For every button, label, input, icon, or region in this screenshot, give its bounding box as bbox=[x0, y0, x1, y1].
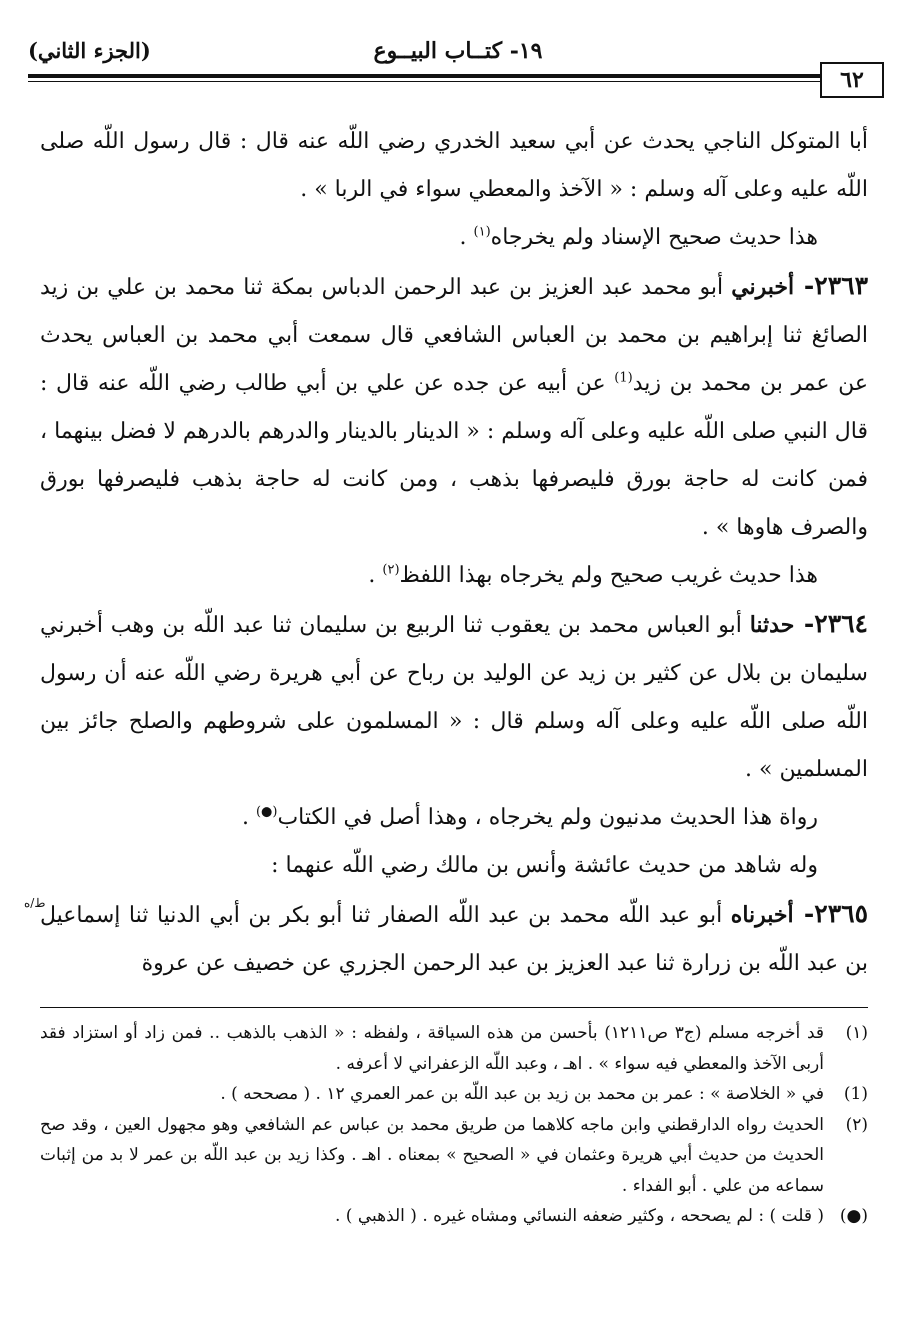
hadith-text: أبو عبد اللّه محمد بن عبد اللّه الصفار ثنا أبو بكر بن أبي الدنيا ثنا إسماعيل بن عبد اللّه بن زرارة ثنا عبد العزيز بن عبد الرحمن الجزري عن خصيف عن عروة bbox=[40, 903, 868, 976]
hadith-text: أبو العباس محمد بن يعقوب ثنا الربيع بن سليمان ثنا عبد اللّه بن وهب أخبرني سليمان بن بلال عن كثير بن زيد عن الوليد بن رباح عن أبي هريرة رضي اللّه عنه أن رسول اللّه صلى اللّه عليه وعلى آله وسلم قال : « المسلمون على شروطهم والصلح جائز بين المسلمين » . bbox=[40, 613, 868, 782]
note-end: . bbox=[459, 225, 474, 250]
footnote bbox=[40, 1110, 868, 1202]
main-text bbox=[40, 118, 868, 988]
hadith-lead-word: أخبرني bbox=[731, 274, 795, 300]
header-rule-thin bbox=[28, 81, 820, 82]
note-end: . bbox=[368, 563, 383, 588]
footnote-separator bbox=[40, 1007, 868, 1008]
grading-note bbox=[40, 794, 868, 842]
footnote-mark: (١) bbox=[845, 1023, 868, 1043]
page-header bbox=[28, 38, 888, 70]
hadith-number: ٢٣٦٥ bbox=[814, 899, 868, 928]
header-rule-thick bbox=[28, 74, 820, 78]
footnote-mark: (٢) bbox=[845, 1114, 868, 1135]
note-end: . bbox=[241, 805, 256, 830]
footnote-text: قد أخرجه مسلم (ج٣ ص١٢١١) بأحسن من هذه السياقة ، ولفظه : « الذهب بالذهب .. فمن زاد أو استزاد فقد أربى الآخذ والمعطي فيه سواء » . اهـ ، وعبد اللّه الزعفراني لا أعرفه . bbox=[40, 1023, 824, 1074]
footnotes bbox=[40, 1018, 868, 1232]
text-line: اللّه عليه وعلى آله وسلم : « الآخذ والمعطي سواء في الربا » . bbox=[300, 177, 868, 202]
part-label: (الجزء الثاني) bbox=[28, 38, 151, 63]
footnote bbox=[40, 1079, 868, 1110]
hadith-lead-word: حدثنا bbox=[749, 612, 795, 638]
footnote-ref: (١) bbox=[473, 224, 491, 240]
footnote-ref: (●) bbox=[255, 804, 278, 820]
page-number: ٦٢ bbox=[820, 62, 884, 98]
footnote-text: ( قلت ) : لم يصححه ، وكثير ضعفه النسائي ومشاه غيره . ( الذهبي ) . bbox=[334, 1206, 824, 1226]
grading-note bbox=[40, 214, 868, 262]
footnote-ref: (٢) bbox=[382, 562, 400, 578]
footnote-mark: (●) bbox=[839, 1206, 868, 1226]
footnote-text: في « الخلاصة » : عمر بن محمد بن زيد بن عبد اللّه بن عمر العمري ١٢ . ( مصححه ) . bbox=[220, 1084, 824, 1104]
hadith-text: عن أبيه عن جده عن علي بن أبي طالب رضي اللّه عنه قال : قال النبي صلى اللّه عليه وعلى آله وسلم : « الدينار بالدينار والدرهم بالدرهم لا فضل بينهما ، فمن كانت له حاجة بورق فليصرفها بذهب ، ومن كانت له حاجة بذهب فليصرفها بورق والصرف هاوها » . bbox=[40, 371, 868, 540]
hadith-2365: ٢٣٦٥- أخبرناه أبو عبد اللّه محمد بن عبد اللّه الصفار ثنا أبو بكر بن أبي الدنيا ثنا إسماعيل بن عبد اللّه بن زرارة ثنا عبد العزيز بن عبد الرحمن الجزري عن خصيف عن عروة bbox=[40, 899, 868, 976]
chapter-title: ١٩- كتــاب البيــوع bbox=[373, 38, 543, 64]
footnote bbox=[40, 1018, 868, 1079]
note-text: هذا حديث غريب صحيح ولم يخرجاه بهذا اللفظ bbox=[399, 563, 818, 588]
margin-mark: ط/ه bbox=[24, 896, 46, 910]
hadith-2363: ٢٣٦٣- أخبرني أبو محمد عبد العزيز بن عبد الرحمن الدباس بمكة ثنا محمد بن علي بن زيد الصائغ ثنا إبراهيم بن محمد بن العباس الشافعي قال سمعت أبي محمد بن العباس يحدث عن عمر بن محمد بن زيد$^{(1)}$ عن أبيه عن جده عن علي بن أبي طالب رضي اللّه عنه قال : قال النبي صلى اللّه عليه وعلى آله وسلم : « الدينار بالدينار والدرهم بالدرهم لا فضل بينهما ، فمن كانت له حاجة بورق فليصرفها بذهب ، ومن كانت له حاجة بذهب فليصرفها بورق والصرف هاوها » . bbox=[40, 271, 868, 540]
witness-note: وله شاهد من حديث عائشة وأنس بن مالك رضي اللّه عنهما : bbox=[271, 853, 818, 878]
hadith-2364: ٢٣٦٤- حدثنا أبو العباس محمد بن يعقوب ثنا الربيع بن سليمان ثنا عبد اللّه بن وهب أخبرني سليمان بن بلال عن كثير بن زيد عن الوليد بن رباح عن أبي هريرة رضي اللّه عنه أن رسول اللّه صلى اللّه عليه وعلى آله وسلم قال : « المسلمون على شروطهم والصلح جائز بين المسلمين » . bbox=[40, 609, 868, 782]
note-text: رواة هذا الحديث مدنيون ولم يخرجاه ، وهذا أصل في الكتاب bbox=[277, 805, 818, 830]
grading-note bbox=[40, 552, 868, 600]
hadith-lead-word: أخبرناه bbox=[730, 902, 794, 928]
footnote-text: الحديث رواه الدارقطني وابن ماجه كلاهما من طريق محمد بن عباس عم الشافعي وهو مجهول العين ، وقد صح الحديث من حديث أبي هريرة وعثمان في « الصحيح » بمعناه . اهـ . وكذا زيد بن عبد اللّه بن عمر لا بد من إثبات سماعه من علي . أبو الفداء . bbox=[40, 1114, 824, 1196]
footnote-mark: (1) bbox=[843, 1084, 868, 1104]
paragraph-continuation bbox=[40, 118, 868, 214]
hadith-text: أبو محمد عبد العزيز بن عبد الرحمن الدباس بمكة ثنا محمد بن علي بن زيد الصائغ ثنا إبراهيم بن محمد بن العباس الشافعي قال سمعت أبي محمد بن العباس يحدث عن عمر بن محمد بن زيد bbox=[40, 275, 868, 396]
hadith-number: ٢٣٦٣ bbox=[814, 271, 868, 300]
hadith-number: ٢٣٦٤ bbox=[814, 609, 868, 638]
text-line: أبا المتوكل الناجي يحدث عن أبي سعيد الخدري رضي اللّه عنه قال : قال رسول اللّه صلى bbox=[40, 129, 868, 154]
footnote-ref: (1) bbox=[614, 370, 633, 386]
note-text: هذا حديث صحيح الإسناد ولم يخرجاه bbox=[490, 225, 818, 250]
footnote bbox=[40, 1201, 868, 1232]
